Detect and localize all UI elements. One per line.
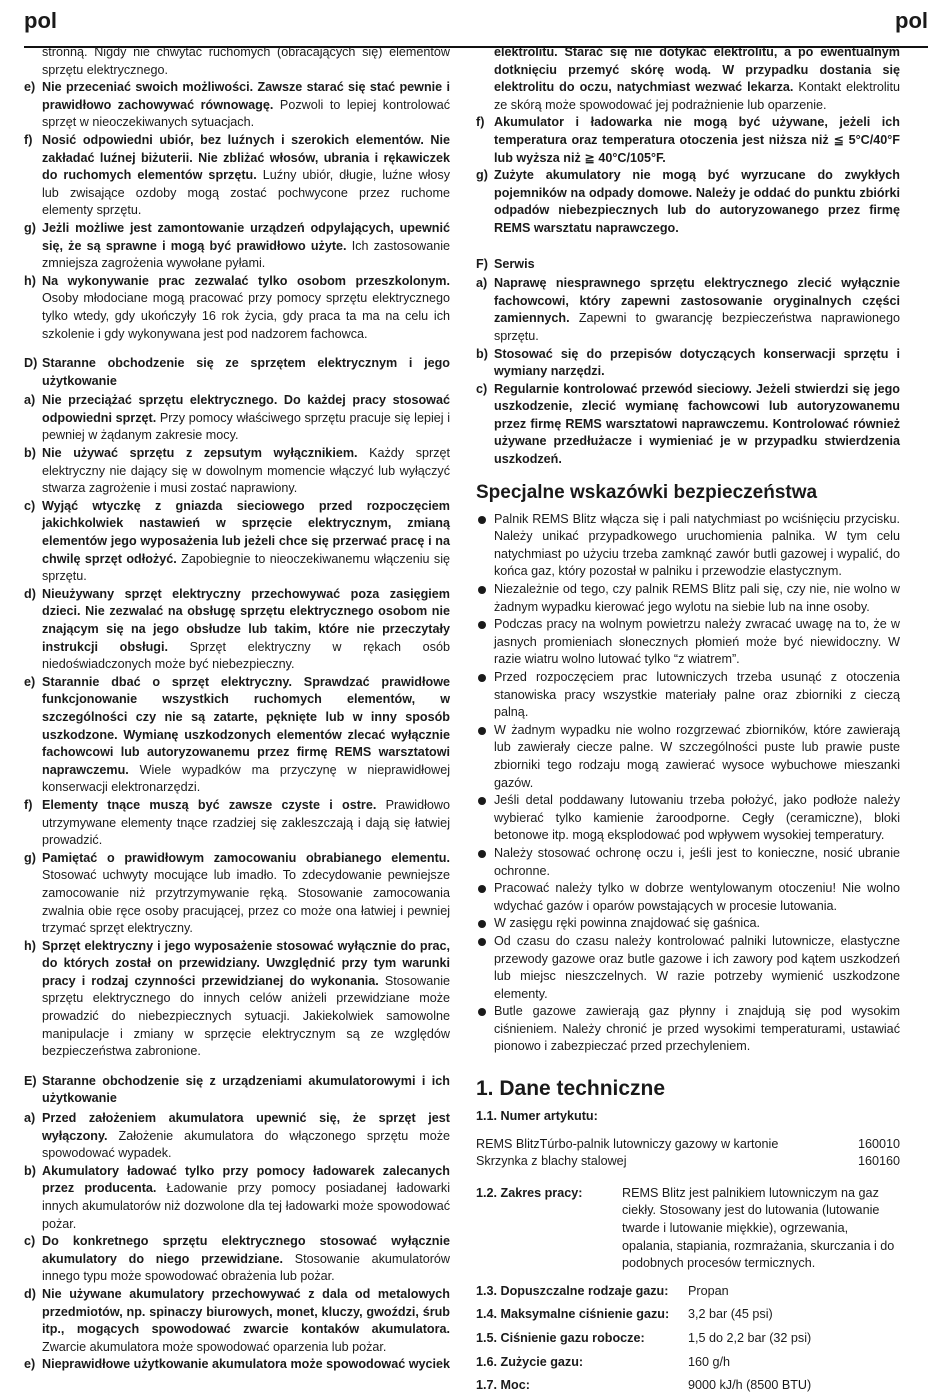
spec-row [476, 1330, 900, 1348]
article-name: Skrzynka z blachy stalowej [476, 1154, 627, 1169]
item-label: h) [24, 273, 36, 288]
bullet-text: Jeśli detal poddawany lutowaniu trzeba położyć, jako podłoże należy wybierać tylko kamienie żaroodporne. Cegły (ceramiczne), bloki betonowe itp. mogą eksplodować pod wpływem wysokiej temperatury. [494, 793, 900, 843]
bullet-icon [478, 885, 486, 893]
item-e-continuation [476, 44, 900, 114]
table-row [476, 1136, 900, 1154]
spec-row [476, 1354, 900, 1372]
item-text: Każdy sprzęt elektryczny nie dający się w dowolnym momencie włączyć lub wyłączyć stwarza zagrożenie i musi zostać naprawiony. [42, 446, 450, 496]
list-item [476, 792, 900, 845]
list-item [24, 392, 450, 445]
item-bold-text: Nie używane akumulatory przechowywać z dala od metalowych przedmiotów, np. spinaczy biurowych, monet, kluczy, gwoździ, śrub itp., mogących spowodować zwarcie kontaków akumulatora. [42, 1286, 450, 1337]
item-bold-text: Nie używać sprzętu z zepsutym wyłącznikiem. [42, 446, 358, 461]
item-label: b) [476, 346, 488, 361]
article-number-heading: 1.1. Numer artykutu: [476, 1109, 598, 1124]
article-name: REMS BlitzTúrbo-palnik lutowniczy gazowy w kartonie [476, 1136, 779, 1151]
list-item [476, 381, 900, 469]
item-text: Kontakt elektrolitu ze skórą może spowodować jej podrażnienie lub oparzenie. [494, 80, 900, 112]
page-header [0, 8, 950, 38]
bullet-text: Należy stosować ochronę oczu i, jeśli jest to konieczne, nosić ubranie ochronne. [494, 845, 900, 878]
item-text: Przy pomocy właściwego sprzętu pracuje się lepiej i pewniej w żądanym zakresie mocy. [42, 410, 451, 443]
item-bold-text: Sprzęt elektryczny i jego wyposażenie stosować wyłącznie do prac, do których został on przewidziany. Uwzględnić przy tym warunki pracy i rodzaj czynności przewidzianej do wykonania. [42, 938, 450, 988]
list-item [476, 114, 900, 167]
list-item [24, 797, 450, 850]
spec-value: 9000 kJ/h (8500 BTU) [688, 1378, 812, 1393]
header-language-right: pol [895, 8, 928, 33]
intro-continuation: stronną. Nigdy nie chwytać ruchomych (obracających się) elementów sprzętu elektrycznego. [42, 45, 450, 77]
item-bold-text: Zużyte akumulatory nie mogą być wyrzucane do zwykłych pojemników na odpady domowe. Należy je oddać do punktu zbiórki odpadów niebezpiecznych lub do autoryzowanego przez firmę REMS warsztatu naprawczego. [494, 168, 900, 235]
item-bold-text: Nieużywany sprzęt elektryczny przechowywać poza zasięgiem dzieci. Nie zezwalać na obsługę sprzętu elektrycznego osobom nie znającym się na jego obsłudze lub takim, które nie przeczytały instrukcji obsługi. [42, 586, 450, 654]
item-label: g) [24, 220, 36, 235]
item-label: a) [24, 393, 36, 408]
item-label: a) [24, 1111, 36, 1126]
item-text: Zwarcie akumulatora może spowodować oparzenia lub pożar. [42, 1339, 387, 1354]
bullet-text: Palnik REMS Blitz włącza się i pali natychmiast po wciśnięciu przycisku. Należy unikać przypadkowego uruchomienia palnika. W tym celu natychmiast po użyciu trzeba zamknąć zawór butli gazowej i wypalić, do końca gaz, który pozostał w palniku i przewodzie elastycznym. [494, 511, 900, 579]
item-text: Zapewni to gwarancję bezpieczeństwa naprawionego sprzętu. [494, 311, 900, 343]
item-bold-text: Nie przeceniać swoich możliwości. Zawsze starać się stać pewnie i prawidłowo zachowywać równowagę. [42, 80, 450, 112]
item-text: Wiele wypadków ma przyczynę w nieprawidłowej konserwacji elektronarzędzi. [42, 762, 450, 795]
item-label: b) [24, 446, 36, 461]
header-language-left: pol [24, 8, 57, 33]
item-label: a) [476, 276, 488, 291]
bullet-text: W żadnym wypadku nie wolno rozgrzewać zbiorników, które zawierają lub zawierały ciecze palne. W szczególności puste lub prawie puste zbiorniki tego rodzaju mogą zawierać wysoce wybuchowe mieszanki gazów. [494, 722, 900, 790]
item-text: Pozwoli to lepiej kontrolować sprzęt w nieoczekiwanych sytuacjach. [42, 97, 450, 130]
spec-row [476, 1306, 900, 1324]
item-bold-text: Nie przeciążać sprzętu elektrycznego. Do każdej pracy stosować odpowiedni sprzęt. [42, 393, 450, 425]
section-f-heading [476, 256, 900, 274]
spec-key: 1.7. Moc: [476, 1378, 530, 1393]
list-item [476, 346, 900, 381]
item-label: f) [24, 797, 33, 812]
bullet-icon [478, 938, 486, 946]
item-label: g) [476, 168, 488, 183]
item-text: Stosować uchwyty mocujące lub imadło. To zdecydowanie pewniejsze zamocowanie niż przytrzymywanie ręką. Stosowanie zamocowania zwalnia obie ręce osoby pracującej, przez co może ona łatwiej i pewniej trzymać sprzęt elektryczny. [42, 868, 450, 936]
item-label: d) [24, 1286, 36, 1301]
list-item [476, 511, 900, 581]
spec-value: 160 g/h [688, 1354, 731, 1369]
item-bold-text: Wyjąć wtyczkę z gniazda sieciowego przed rozpoczęciem jakichkolwiek nastawień w sprzęcie elektrycznym, zmianą elementów jego wyposażenia lub jeżeli chce się przerwać pracę i na chwilę sprzęt odłożyć. [42, 498, 450, 566]
section-label: E) [24, 1073, 37, 1088]
section-title: Staranne obchodzenie się ze sprzętem elektrycznym i jego użytkowanie [42, 356, 450, 388]
item-bold-text: Akumulator i ładowarka nie mogą być używane, jeżeli ich temperatura oraz temperatura otoczenia jest niższa niż ≦ 5°C/40°F lub wyższa niż ≧ 40°C/105°F. [494, 115, 900, 165]
list-item [24, 1163, 450, 1233]
list-item [476, 581, 900, 616]
spec-value: Propan [688, 1283, 729, 1298]
item-bold-text: Regularnie kontrolować przewód sieciowy. Jeżeli stwierdzi się jego uszkodzenie, zlecić wymianę fachowcowi lub autoryzowanemu przez firmę REMS warsztatowi naprawczemu. Kontrolować również używane przedłużacze i wymieniać je w przypadku stwierdzenia uszkodzeń. [494, 381, 900, 467]
bullet-text: Podczas pracy na wolnym powietrzu należy zwracać uwagę na to, że w jasnych promieniach słonecznych płomień może być niewidoczny. W razie wiatru wolno lutować tylko “z wiatrem”. [494, 617, 900, 667]
bullet-icon [478, 850, 486, 858]
item-bold-text: Elementy tnące muszą być zawsze czyste i ostre. [42, 797, 377, 812]
spec-key: 1.4. Maksymalne ciśnienie gazu: [476, 1307, 670, 1322]
list-item [24, 1233, 450, 1286]
bullet-text: Od czasu do czasu należy kontrolować palniki lutownicze, elastyczne przewody gazowe oraz butle gazowe i ich zawory pod kątem uszkodzeń lub miejsc nieszczelnych. W razie potrzeby wymienić uszkodzone elementy. [494, 933, 900, 1001]
item-text: Stosowanie akumulatorów innego typu może spowodować obrażenia lub pożar. [42, 1251, 450, 1284]
item-label: e) [24, 1357, 36, 1372]
list-item [476, 915, 900, 933]
section-title: Staranne obchodzenie się z urządzeniami akumulatorowymi i ich użytkowanie [42, 1073, 450, 1106]
item-text: Zapobiegnie to nieoczekiwanemu włączeniu się sprzętu. [42, 551, 451, 584]
item-label: d) [24, 586, 36, 601]
bullet-icon [478, 1008, 486, 1016]
bullet-icon [478, 674, 486, 682]
section-title: Serwis [494, 256, 535, 271]
item-label: f) [476, 115, 485, 130]
spec-key: 1.3. Dopuszczalne rodzaje gazu: [476, 1283, 669, 1298]
item-label: g) [24, 850, 36, 865]
list-item [24, 498, 450, 586]
item-text: Ładowanie przy pomocy posiadanej ładowarki innych akumulatorów niż dozwolone dla tej ładowarki może spowodować pożar. [42, 1181, 450, 1231]
item-label: e) [24, 674, 36, 689]
bullet-text: W zasięgu ręki powinna znajdować się gaśnica. [494, 916, 761, 931]
list-item [24, 938, 450, 1061]
item-bold-text: Do konkretnego sprzętu elektrycznego stosować wyłącznie akumulatory do niego przewidziane. [42, 1234, 450, 1266]
spec-value: 3,2 bar (45 psi) [688, 1307, 773, 1322]
bullet-icon [478, 586, 486, 594]
item-text: Osoby młodociane mogą pracować przy pomocy sprzętu elektrycznego tylko wtedy, gdy ukończyły 16 rok życia, gdy praca ta ma na celu ich szkolenie i gdy wykonywana jest pod nadzorem fachowca. [42, 291, 450, 341]
list-item [24, 586, 450, 674]
item-text: Założenie akumulatora do włączonego sprzętu może spowodować wypadek. [42, 1128, 450, 1161]
spec-key: 1.5. Ciśnienie gazu robocze: [476, 1331, 645, 1345]
spec-value: 1,5 do 2,2 bar (32 psi) [688, 1331, 812, 1345]
item-label: c) [24, 1234, 36, 1249]
list-item [24, 1356, 450, 1374]
right-column [476, 44, 900, 1395]
item-label: f) [24, 132, 33, 147]
item-text: Ich zastosowanie zmniejsza zagrożenia wywołane pyłami. [42, 238, 450, 271]
list-item [24, 674, 450, 797]
item-label: c) [476, 381, 488, 396]
section-label: F) [476, 256, 488, 271]
item-label: c) [24, 498, 36, 513]
list-item [24, 132, 450, 220]
list-item [24, 1286, 450, 1356]
list-item [476, 616, 900, 669]
item-bold-text: Nosić odpowiedni ubiór, bez luźnych i szerokich elementów. Nie zakładać luźnej biżuterii. Nie zbliżać włosów, ubrania i rękawiczek do ruchomych elementów sprzętu. [42, 132, 450, 183]
section-d-heading [24, 355, 450, 390]
bullet-icon [478, 727, 486, 735]
list-item [476, 669, 900, 722]
list-item [476, 933, 900, 1003]
section-e-heading [24, 1073, 450, 1108]
bullet-text: Przed rozpoczęciem prac lutowniczych trzeba usunąć z otoczenia stanowiska pracy wszystkie materiały palne oraz zbiorniki z cieczą palną. [494, 670, 900, 720]
list-item [24, 850, 450, 938]
list-item [24, 273, 450, 343]
section-label: D) [24, 356, 38, 371]
item-text: Luźny ubiór, długie, luźne włosy lub zwisające ozdoby mogą zostać pochwycone przez ruchome elementy sprzętu. [42, 168, 450, 218]
spec-key: 1.6. Zużycie gazu: [476, 1354, 584, 1369]
table-row [476, 1153, 900, 1171]
list-item [476, 275, 900, 345]
list-item [476, 1003, 900, 1056]
special-safety-heading: Specjalne wskazówki bezpieczeństwa [476, 481, 818, 503]
item-bold-text: Akumulatory ładować tylko przy pomocy ładowarek zalecanych przez producenta. [42, 1163, 450, 1196]
technical-data-heading: 1. Dane techniczne [476, 1077, 666, 1101]
item-bold-text: Nieprawidłowe użytkowanie akumulatora może spowodować wyciek [42, 1357, 451, 1372]
item-text: Stosowanie sprzętu elektrycznego do innych celów aniżeli przewidziane może prowadzić do niebezpiecznych sytuacji. Jakiekolwiek samowolne manipulacje i zmiany w sprzęcie elektrycznym są ze względów bezpieczeństwa zabronione. [42, 973, 450, 1059]
list-item [24, 79, 450, 132]
item-bold-text: Starannie dbać o sprzęt elektryczny. Sprawdzać prawidłowe funkcjonowanie wszystkich ruchomych elementów, w szczególności czy nie są zatarte, pęknięte lub w inny sposób uszkodzone. Wymianę uszkodzonych elementów zlecać wyłącznie fachowcowi lub autoryzowanemu przez firmę REMS warsztatowi naprawczemu. [42, 674, 450, 777]
item-label: h) [24, 938, 36, 953]
bullet-text: Pracować należy tylko w dobrze wentylowanym otoczeniu! Nie wolno wdychać gazów i oparów powstających w procesie lutowania. [494, 881, 900, 913]
bullet-icon [478, 797, 486, 805]
item-bold-text: Przed założeniem akumulatora upewnić się, że sprzęt jest wyłączony. [42, 1111, 450, 1143]
article-number: 160010 [857, 1136, 900, 1151]
list-item [476, 722, 900, 792]
spec-row [476, 1283, 900, 1301]
bullet-icon [478, 920, 486, 928]
list-item [476, 167, 900, 237]
list-item [24, 1110, 450, 1163]
list-item [476, 880, 900, 915]
item-text: Sprzęt elektryczny w rękach osób niedoświadczonych może być niebezpieczny. [42, 639, 450, 672]
list-item [476, 845, 900, 880]
spec-row-scope [476, 1185, 900, 1273]
item-bold-text: Jeżli możliwe jest zamontowanie urządzeń odpylających, upewnić się, że są sprawne i mogą być prawidłowo użyte. [42, 220, 450, 253]
spec-key: 1.2. Zakres pracy: [476, 1185, 583, 1200]
item-text: Prawidłowo utrzymywane elementy tnące rzadziej się zakleszczają i dają się łatwiej prowadzić. [42, 797, 450, 848]
spec-value: REMS Blitz jest palnikiem lutowniczym na gaz ciekły. Stosowany jest do lutowania (lutowanie twarde i lutowanie miękkie), ogrzewania, opalania, stapiania, rozmrażania, skurczania i do podobnych procesów termicznych. [622, 1185, 895, 1271]
item-label: b) [24, 1163, 36, 1178]
spec-row [476, 1377, 900, 1395]
list-item [24, 220, 450, 273]
item-bold-text: Pamiętać o prawidłowym zamocowaniu obrabianego elementu. [42, 850, 450, 865]
item-bold-text: Naprawę niesprawnego sprzętu elektrycznego zlecić wyłącznie fachowcowi, który zapewni zastosowanie oryginalnych części zamiennych. [494, 276, 900, 326]
bullet-icon [478, 621, 486, 629]
list-item [24, 445, 450, 498]
item-label: e) [24, 80, 36, 95]
bullet-text: Butle gazowe zawierają gaz płynny i znajdują się pod wysokim ciśnieniem. Należy chronić je przed wysokimi temperaturami, ustawiać pionowo i zabezpieczać przed przechyleniem. [494, 1004, 900, 1054]
bullet-icon [478, 516, 486, 524]
item-bold-text: elektrolitu. Starać się nie dotykać elektrolitu, a po ewentualnym dotknięciu przemyć skórę wodą. W przypadku dostania się elektrolitu do oczu, natychmiast wezwać lekarza. [494, 45, 900, 95]
item-bold-text: Na wykonywanie prac zezwalać tylko osobom przeszkolonym. [42, 273, 450, 288]
item-bold-text: Stosować się do przepisów dotyczących konserwacji sprzętu i wymiany narzędzi. [494, 346, 900, 379]
article-number: 160160 [857, 1154, 900, 1169]
bullet-text: Niezależnie od tego, czy palnik REMS Blitz pali się, czy nie, nie wolno w żadnym wypadku kierować jego wylotu na siebie lub na inne osoby. [494, 582, 900, 614]
left-column [24, 44, 450, 1374]
